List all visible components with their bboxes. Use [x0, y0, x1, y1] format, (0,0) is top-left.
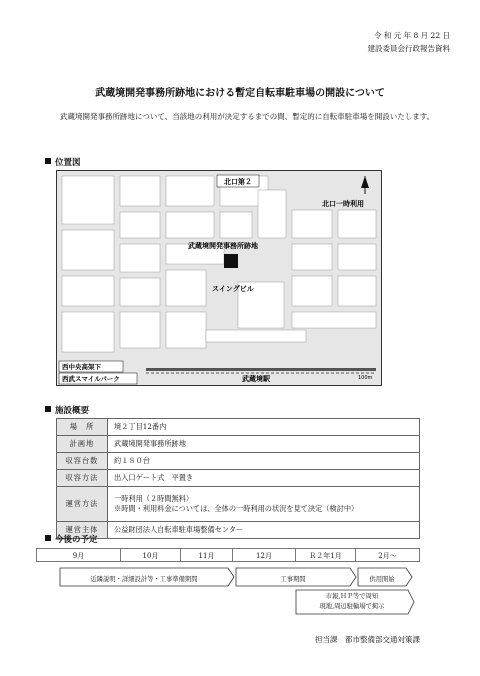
location-map — [56, 170, 382, 386]
table-row — [57, 470, 420, 487]
swing-building-label: スイングビル — [212, 285, 254, 293]
row-value-line2: ※時間・利用料金については、全体の一時利用の状況を見て決定（検討中） — [114, 504, 359, 513]
document-title: 武蔵境開発事務所跡地における暫定自転車駐車場の開設について — [95, 88, 385, 99]
section-bullet-icon — [45, 406, 51, 412]
month-cell: 2月～ — [356, 548, 420, 562]
scale-label: 100m — [358, 375, 373, 381]
notice-line2: 現地,周辺駐輪場で掲示 — [319, 603, 385, 610]
section-bullet-icon — [45, 158, 51, 164]
month-cell: Ｒ２年1月 — [296, 548, 356, 562]
open-label: 供用開始 — [369, 576, 395, 583]
table-row — [57, 436, 420, 453]
row-value: 公益財団法人自転車駐車場整備センター — [108, 522, 420, 539]
row-key: 収容方法 — [57, 470, 108, 487]
section-schedule-label: 今後の予定 — [55, 535, 98, 545]
row-key: 場 所 — [57, 419, 108, 436]
month-cell: 9月 — [36, 548, 121, 562]
kitaguchi2-label: 北口第２ — [224, 178, 252, 186]
construction-period-label: 工事期間 — [280, 576, 306, 583]
intro-paragraph: 武蔵境開発事務所跡地について、当該地の利用が決定するまでの間、暫定的に自転車駐車場を開設いたします。 — [60, 112, 435, 121]
row-value: 境２丁目12番内 — [108, 419, 420, 436]
table-row — [57, 453, 420, 470]
row-value-multiline — [108, 487, 420, 522]
site-label: 武蔵境開発事務所跡地 — [188, 242, 258, 250]
table-row — [57, 487, 420, 522]
row-value-line1: 一時利用（２時間無料） — [114, 494, 194, 503]
row-key: 運営主体 — [57, 522, 108, 539]
month-cell: 10月 — [121, 548, 181, 562]
notice-line1: 市報,ＨＰ等で周知 — [325, 593, 379, 600]
site-marker — [224, 254, 238, 268]
row-value: 武蔵境開発事務所跡地 — [108, 436, 420, 453]
month-cell: 11月 — [181, 548, 233, 562]
section-overview-heading — [45, 404, 89, 416]
nishinaka-label: 西中央高架下 — [62, 363, 101, 371]
design-period-label: 近隣説明・詳細設計等・工事準備期間 — [90, 576, 198, 583]
row-value: 約１８０台 — [108, 453, 420, 470]
row-value: 出入口ゲート式 平置き — [108, 470, 420, 487]
kitaguchi-temp-label: 北口一時利用 — [322, 200, 364, 208]
section-location-label: 位置図 — [55, 158, 81, 168]
table-row — [57, 522, 420, 539]
month-cell: 12月 — [233, 548, 296, 562]
section-bullet-icon — [45, 535, 51, 541]
overview-table — [56, 418, 420, 539]
row-key: 計画地 — [57, 436, 108, 453]
section-location-heading — [45, 156, 81, 168]
section-schedule-heading — [45, 533, 98, 545]
report-category: 建設委員会行政報告資料 — [367, 44, 450, 53]
section-overview-label: 施設概要 — [55, 406, 90, 416]
report-date: 令 和 元 年 8 月 22 日 — [373, 31, 450, 40]
notice-label — [296, 592, 408, 612]
row-key: 運営方法 — [57, 487, 108, 522]
station-label: 武蔵境駅 — [242, 375, 270, 383]
table-row — [57, 419, 420, 436]
row-key: 収容台数 — [57, 453, 108, 470]
responsible-department: 担当課 都市整備部交通対策課 — [315, 635, 420, 644]
nishiparks-label: 西武スマイルパーク — [62, 375, 120, 383]
